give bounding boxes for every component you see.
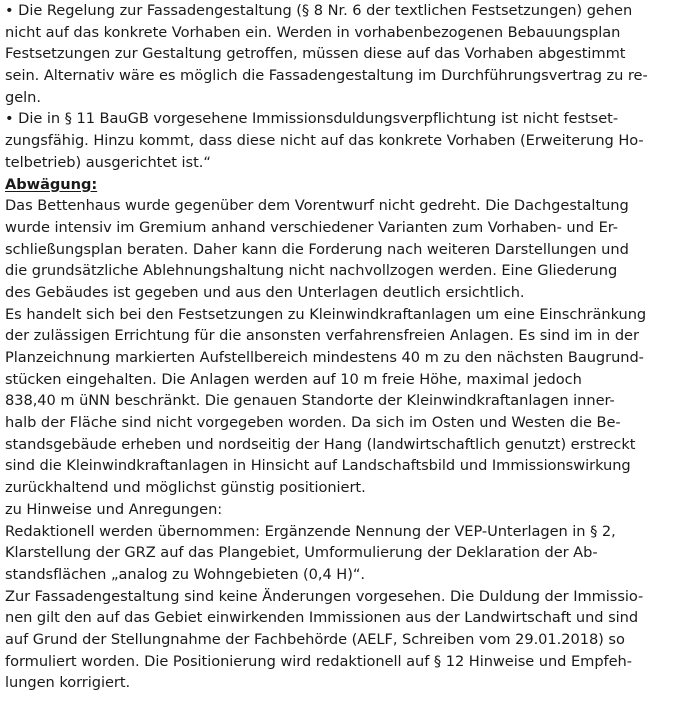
paragraph-kleinwindkraftanlagen: [5, 304, 673, 499]
text-line: stücken eingehalten. Die Anlagen werden auf 10 m freie Höhe, maximal jedoch: [5, 370, 582, 388]
document-page: [5, 0, 673, 694]
text-line: nicht auf das konkrete Vorhaben ein. Werden in vorhabenbezogenen Bebauungsplan: [5, 23, 621, 41]
text-line: sein. Alternativ wäre es möglich die Fassadengestaltung im Durchführungsvertrag zu re-: [5, 67, 648, 85]
bullet-immissionsduldung: [5, 108, 673, 173]
text-line: der zulässigen Errichtung für die ansonsten verfahrensfreien Anlagen. Es sind im in der: [5, 327, 639, 345]
text-line: auf Grund der Stellungnahme der Fachbehörde (AELF, Schreiben vom 29.01.2018) so: [5, 630, 625, 648]
text-line: geln.: [5, 88, 41, 106]
text-line: standsflächen „analog zu Wohngebieten (0,4 H)“.: [5, 565, 365, 583]
text-line: schließungsplan beraten. Daher kann die Forderung nach weiteren Darstellungen und: [5, 240, 629, 258]
paragraph-redaktionell: [5, 521, 673, 586]
text-line: Redaktionell werden übernommen: Ergänzende Nennung der VEP-Unterlagen in § 2,: [5, 522, 616, 540]
text-line: • Die in § 11 BauGB vorgesehene Immissionsduldungsverpflichtung ist nicht festset-: [5, 110, 619, 128]
text-line: halb der Fläche sind nicht vorgegeben worden. Da sich im Osten und Westen die Be-: [5, 414, 621, 432]
text-line: die grundsätzliche Ablehnungshaltung nicht nachvollzogen werden. Eine Gliederung: [5, 262, 618, 280]
text-line: Das Bettenhaus wurde gegenüber dem Vorentwurf nicht gedreht. Die Dachgestaltung: [5, 197, 629, 215]
text-line: Zur Fassadengestaltung sind keine Änderungen vorgesehen. Die Duldung der Immissio-: [5, 587, 644, 605]
text-line: Klarstellung der GRZ auf das Plangebiet, Umformulierung der Deklaration der Ab-: [5, 544, 598, 562]
text-line: telbetrieb) ausgerichtet ist.“: [5, 153, 211, 171]
paragraph-bettenhaus: [5, 195, 673, 303]
text-line: zu Hinweise und Anregungen:: [5, 500, 223, 518]
text-line: wurde intensiv im Gremium anhand verschiedener Varianten zum Vorhaben- und Er-: [5, 218, 618, 236]
text-line: zurückhaltend und möglichst günstig positioniert.: [5, 479, 366, 497]
text-line: sind die Kleinwindkraftanlagen in Hinsicht auf Landschaftsbild und Immissionswirkung: [5, 457, 631, 475]
text-line: lungen korrigiert.: [5, 674, 131, 692]
text-line: Es handelt sich bei den Festsetzungen zu Kleinwindkraftanlagen um eine Einschränkung: [5, 305, 647, 323]
text-line: des Gebäudes ist gegeben und aus den Unterlagen deutlich ersichtlich.: [5, 283, 525, 301]
text-line: formuliert worden. Die Positionierung wird redaktionell auf § 12 Hinweise und Empfeh-: [5, 652, 632, 670]
text-line: Festsetzungen zur Gestaltung getroffen, müssen diese auf das Vorhaben abgestimmt: [5, 45, 626, 63]
bullet-fassadengestaltung: [5, 0, 673, 108]
paragraph-fassadengestaltung-duldung: [5, 586, 673, 694]
text-line: standsgebäude erheben und nordseitig der Hang (landwirtschaftlich genutzt) erstreckt: [5, 435, 636, 453]
text-line: nen gilt den auf das Gebiet einwirkenden Immissionen aus der Landwirtschaft und sind: [5, 609, 639, 627]
text-line: 838,40 m üNN beschränkt. Die genauen Standorte der Kleinwindkraftanlagen inner-: [5, 392, 615, 410]
text-line: • Die Regelung zur Fassadengestaltung (§ 8 Nr. 6 der textlichen Festsetzungen) gehen: [5, 2, 633, 19]
text-line: Planzeichnung markierten Aufstellbereich mindestens 40 m zu den nächsten Baugrund-: [5, 349, 644, 366]
text-line: zungsfähig. Hinzu kommt, dass diese nicht auf das konkrete Vorhaben (Erweiterung Ho-: [5, 132, 644, 150]
section-heading: Abwägung:: [5, 175, 98, 193]
paragraph-hinweise-label: [5, 499, 673, 521]
